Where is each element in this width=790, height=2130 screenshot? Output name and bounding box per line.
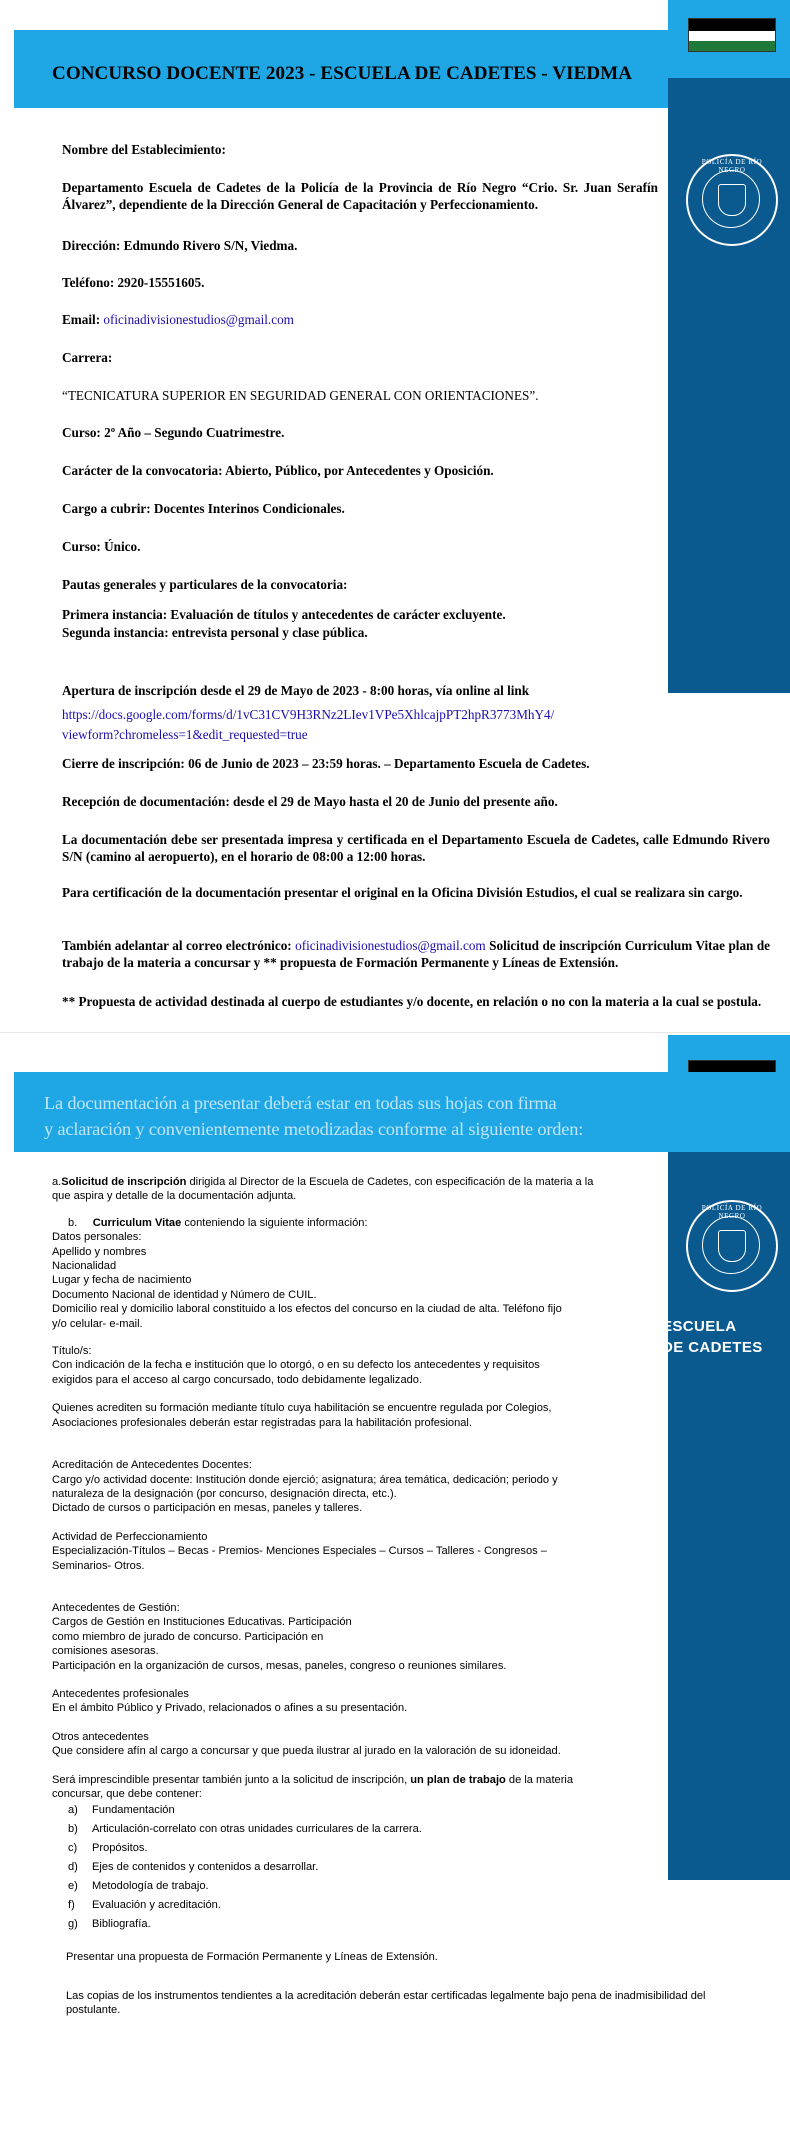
- documentacion: La documentación debe ser presentada impresa y certificada en el Departamento Escuela de Cadetes, calle Edmundo Rivero S/N (camino al aeropuerto), en el horario de 08:00 a 12:00 horas.: [62, 832, 770, 864]
- telefono: Teléfono: 2920-15551605.: [62, 275, 205, 290]
- adelantar-a: También adelantar al correo electrónico:: [62, 938, 292, 953]
- cierre: Cierre de inscripción: 06 de Junio de 2023 – 23:59 horas. – Departamento Escuela de Cadetes.: [62, 756, 590, 771]
- email-link[interactable]: oficinadivisionestudios@gmail.com: [103, 312, 294, 327]
- plan-item-text: Evaluación y acreditación.: [92, 1899, 221, 1912]
- titulos-heading: Título/s:: [52, 1345, 92, 1358]
- form-link-2[interactable]: viewform?chromeless=1&edit_requested=true: [62, 727, 308, 742]
- plan-item-text: Propósitos.: [92, 1842, 148, 1855]
- acred-line: Cargo y/o actividad docente: Institución donde ejerció; asignatura; área temática, dedicación; periodo y: [52, 1473, 558, 1486]
- plan-item-letter: g): [68, 1918, 78, 1931]
- adelantar-b: Solicitud de inscripción Curriculum Vitae plan de trabajo de la materia a concursar y ** propuesta de Formación Permanente y Líneas de Extensión.: [62, 938, 771, 970]
- item-b-text: conteniendo la siguiente información:: [181, 1216, 368, 1229]
- seal-text-2: POLICÍA DE RÍO NEGRO: [701, 1204, 763, 1220]
- gestion-line: como miembro de jurado de concurso. Participación en: [52, 1630, 324, 1643]
- otros-text: Que considere afín al cargo a concursar y que pueda ilustrar al jurado en la valoración de su idoneidad.: [52, 1745, 561, 1758]
- est-label: Nombre del Establecimiento:: [62, 142, 226, 157]
- plan-item: [68, 1896, 664, 1915]
- nota: ** Propuesta de actividad destinada al cuerpo de estudiantes y/o docente, en relación o no con la materia a la cual se postula.: [62, 994, 762, 1009]
- primera-instancia: Primera instancia: Evaluación de títulos y antecedentes de carácter excluyente.: [62, 607, 506, 622]
- datos-line: Domicilio real y domicilio laboral constituido a los efectos del concurso en la ciudad de alta. Teléfono fijo: [52, 1303, 562, 1316]
- gestion-line: Participación en la organización de cursos, mesas, paneles, congreso o reuniones similares.: [52, 1659, 507, 1672]
- datos-line: y/o celular- e-mail.: [52, 1317, 143, 1330]
- plan-item: [68, 1839, 664, 1858]
- carrera: “TECNICATURA SUPERIOR EN SEGURIDAD GENERAL CON ORIENTACIONES”.: [62, 388, 539, 403]
- police-seal-icon: [686, 154, 778, 246]
- quienes-line: Asociaciones profesionales deberán estar registradas para la habilitación profesional.: [52, 1416, 472, 1429]
- plan-item-letter: c): [68, 1842, 78, 1855]
- plan-item-text: Bibliografía.: [92, 1918, 151, 1931]
- page-divider: [0, 1032, 790, 1033]
- titulos-line: Con indicación de la fecha e institución que lo otorgó, o en su defecto los antecedentes y requisitos: [52, 1359, 540, 1372]
- plan-2: concursar, que debe contener:: [52, 1788, 202, 1800]
- propuesta: Presentar una propuesta de Formación Permanente y Líneas de Extensión.: [66, 1951, 438, 1964]
- quienes-line: Quienes acrediten su formación mediante título cuya habilitación se encuentre regulada por Colegios,: [52, 1402, 552, 1415]
- gestion-heading: Antecedentes de Gestión:: [52, 1601, 180, 1614]
- otros-heading: Otros antecedentes: [52, 1730, 149, 1743]
- copias-line-1: Las copias de los instrumentos tendientes a la acreditación deberán estar certificadas legalmente bajo pena de inadmisibilidad del: [66, 1989, 706, 2002]
- email-label: Email:: [62, 312, 101, 327]
- acred-line: naturaleza de la designación (por concurso, designación directa, etc.).: [52, 1487, 397, 1500]
- datos-line: Nacionalidad: [52, 1260, 117, 1273]
- plan-item-text: Fundamentación: [92, 1804, 175, 1817]
- plan-a: Será imprescindible presentar también junto a la solicitud de inscripción,: [52, 1773, 411, 1786]
- page2-banner-text: [44, 1090, 644, 1142]
- datos-block: [52, 1230, 664, 1331]
- acred-heading: Acreditación de Antecedentes Docentes:: [52, 1459, 252, 1472]
- certificacion: Para certificación de la documentación presentar el original en la Oficina División Estudios, el cual se realizara sin cargo.: [62, 885, 743, 900]
- plan-item-letter: f): [68, 1899, 75, 1912]
- plan-item-text: Articulación-correlato con otras unidades curriculares de la carrera.: [92, 1823, 422, 1836]
- escuela-line-1: ESCUELA: [662, 1318, 737, 1335]
- cargo: Cargo a cubrir: Docentes Interinos Condicionales.: [62, 501, 345, 516]
- pautas: Pautas generales y particulares de la convocatoria:: [62, 577, 348, 592]
- apertura: Apertura de inscripción desde el 29 de Mayo de 2023 - 8:00 horas, vía online al link: [62, 683, 530, 698]
- recepcion: Recepción de documentación: desde el 29 de Mayo hasta el 20 de Junio del presente año.: [62, 794, 558, 809]
- curso-unico: Curso: Único.: [62, 539, 141, 554]
- banner-line-2: y aclaración y convenientemente metodizadas conforme al siguiente orden:: [44, 1119, 584, 1139]
- curso: Curso: 2º Año – Segundo Cuatrimestre.: [62, 425, 285, 440]
- plan-list: [52, 1801, 664, 1934]
- escuela-de-cadetes-label: [662, 1316, 763, 1358]
- plan-item-letter: e): [68, 1880, 78, 1893]
- plan-item-letter: b): [68, 1823, 78, 1836]
- prof-text: En el ámbito Público y Privado, relacionados o afines a su presentación.: [52, 1702, 408, 1715]
- plan-item: [68, 1877, 664, 1896]
- copias-line-2: postulante.: [66, 2004, 121, 2017]
- item-a-text: dirigida al Director de la Escuela de Cadetes, con especificación de la materia a la: [186, 1176, 594, 1188]
- acred-line: Dictado de cursos o participación en mesas, paneles y talleres.: [52, 1502, 363, 1515]
- gestion-line: comisiones asesoras.: [52, 1645, 159, 1658]
- item-b-bold: Curriculum Vitae: [92, 1216, 182, 1229]
- plan-item: [68, 1915, 664, 1934]
- perf-line: Seminarios- Otros.: [52, 1559, 145, 1572]
- seal-text: POLICÍA DE RÍO NEGRO: [701, 158, 763, 174]
- gestion-line: Cargos de Gestión en Instituciones Educativas. Participación: [52, 1616, 352, 1629]
- plan-item-letter: a): [68, 1804, 78, 1817]
- carrera-label: Carrera:: [62, 350, 113, 365]
- plan-item-letter: d): [68, 1861, 78, 1874]
- copias: [52, 1989, 786, 2018]
- prof-heading: Antecedentes profesionales: [52, 1687, 189, 1700]
- titulos-line: exigidos para el acceso al cargo concursado, todo debidamente legalizado.: [52, 1373, 423, 1386]
- email-line: [62, 311, 294, 328]
- adelantar: [62, 937, 770, 971]
- page2-body: [52, 1175, 706, 2018]
- plan-item: [68, 1820, 664, 1839]
- item-b: [52, 1216, 664, 1230]
- datos-line: Apellido y nombres: [52, 1245, 147, 1258]
- plan-c: de la materia: [505, 1773, 574, 1786]
- direccion: Dirección: Edmundo Rivero S/N, Viedma.: [62, 238, 298, 253]
- adelantar-email-link[interactable]: oficinadivisionestudios@gmail.com: [295, 938, 486, 953]
- datos-line: Lugar y fecha de nacimiento: [52, 1274, 192, 1287]
- page1-title: CONCURSO DOCENTE 2023 - ESCUELA DE CADETES - VIEDMA: [52, 63, 633, 84]
- plan-item-text: Metodología de trabajo.: [92, 1880, 209, 1893]
- plan-item-text: Ejes de contenidos y contenidos a desarrollar.: [92, 1861, 319, 1874]
- item-a-bold: Solicitud de inscripción: [61, 1176, 187, 1188]
- item-a-prefix: a.: [52, 1176, 62, 1188]
- plan-item: [68, 1801, 664, 1820]
- datos-line: Datos personales:: [52, 1231, 142, 1244]
- plan-b: un plan de trabajo: [410, 1773, 506, 1786]
- page1-sidebar: [668, 0, 790, 693]
- segunda-instancia: Segunda instancia: entrevista personal y clase pública.: [62, 625, 368, 640]
- police-seal-icon-2: [686, 1200, 778, 1292]
- perf-heading: Actividad de Perfeccionamiento: [52, 1530, 208, 1543]
- escuela-line-2: DE CADETES: [662, 1339, 763, 1356]
- banner-line-1: La documentación a presentar deberá estar en todas sus hojas con firma: [44, 1093, 557, 1113]
- rio-negro-flag-icon: [688, 18, 776, 52]
- est-text: Departamento Escuela de Cadetes de la Policía de la Provincia de Río Negro “Crio. Sr. Juan Serafín Álvarez”, dependiente de la Dirección General de Capacitación y Perfeccionamiento.: [62, 180, 658, 212]
- datos-line: Documento Nacional de identidad y Número de CUIL.: [52, 1288, 317, 1301]
- form-link-1[interactable]: https://docs.google.com/forms/d/1vC31CV9H3RNz2LIev1VPe5XhlcajpPT2hpR3773MhY4/: [62, 707, 555, 722]
- item-a: [52, 1175, 664, 1189]
- plan-item: [68, 1858, 664, 1877]
- perf-line: Especialización-Títulos – Becas - Premios- Menciones Especiales – Cursos – Talleres - Congresos –: [52, 1545, 547, 1558]
- item-a-text-2: que aspira y detalle de la documentación adjunta.: [52, 1190, 297, 1203]
- plan-intro: [52, 1773, 664, 1787]
- item-b-prefix: b.: [68, 1216, 78, 1229]
- caracter: Carácter de la convocatoria: Abierto, Público, por Antecedentes y Oposición.: [62, 463, 494, 478]
